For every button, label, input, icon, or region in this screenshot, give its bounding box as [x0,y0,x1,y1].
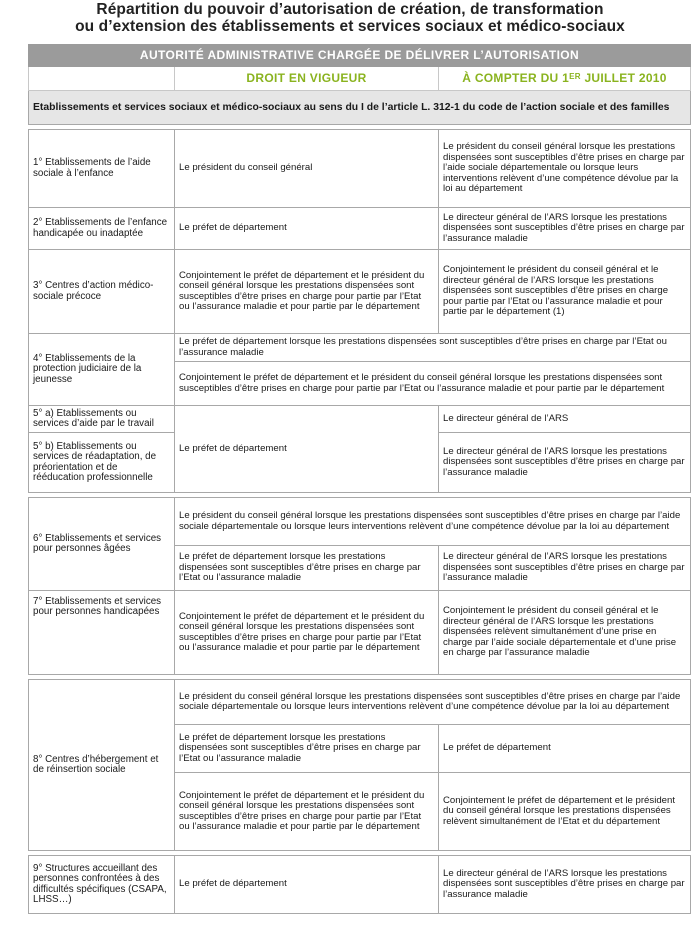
authorization-table [28,44,691,914]
future-cell-3: Conjointement le président du conseil général et le directeur général de l’ARS lorsque les prestations dispensées sont susceptibles d’être prises en charge pour partie par l’Etat ou l’assurance maladie et pour partie par le département (1) [439,250,691,334]
table-row-6a [29,498,691,546]
category-cell-5b: 5° b) Etablissements ou services de réadaptation, de préorientation et de rééducation professionnelle [29,433,175,493]
current-cell-5: Le préfet de département [175,406,439,493]
authority-header-row [29,45,691,67]
col-future-suffix: JUILLET 2010 [580,71,667,86]
merged-cell-6: Le président du conseil général lorsque les prestations dispensées sont susceptibles d’être prises en charge par l’aide sociale départementale ou lorsque leurs interventions relèvent d’une compétence dévolue par la loi au département [175,498,691,546]
title-line-2: ou d’extension des établissements et services sociaux et médico-sociaux [75,18,625,35]
category-cell-2: 2° Etablissements de l’enfance handicapée ou inadaptée [29,208,175,250]
current-cell-8a: Le préfet de département lorsque les prestations dispensées sont susceptibles d’être prises en charge par l’Etat ou l’assurance maladie [175,725,439,773]
table-row-4a [29,334,691,362]
table-row-7 [29,591,691,675]
current-cell-8b: Conjointement le préfet de département et le président du conseil général lorsque les prestations dispensées sont susceptibles d’être prises en charge pour partie par l’Etat ou l’assurance maladie et pour partie par le département [175,773,439,851]
title-line-1: Répartition du pouvoir d’autorisation de création, de transformation [96,1,604,18]
table-row-2 [29,208,691,250]
future-cell-8b: Conjointement le préfet de département et le président du conseil général lorsque les prestations dispensées relèvent simultanément de l’Etat et du département [439,773,691,851]
merged-cell-4a: Le préfet de département lorsque les prestations dispensées sont susceptibles d’être prises en charge par l’Etat ou l’assurance maladie [175,334,691,362]
future-cell-1: Le président du conseil général lorsque les prestations dispensées sont susceptibles d’être prises en charge par l’aide sociale départementale ou lorsque leurs interventions relèvent d’une compétence dévolue par la loi au département [439,130,691,208]
table-row-1 [29,130,691,208]
section-row [29,91,691,125]
future-cell-5b: Le directeur général de l’ARS lorsque les prestations dispensées sont susceptibles d’être prises en charge par l’assurance maladie [439,433,691,493]
future-cell-9: Le directeur général de l’ARS lorsque les prestations dispensées sont susceptibles d’être prises en charge par l’assurance maladie [439,856,691,914]
category-cell-6: 6° Etablissements et services pour personnes âgées [29,498,175,591]
column-header-from-july-2010 [439,67,691,91]
col-future-superscript: ER [569,72,581,82]
merged-cell-4b: Conjointement le préfet de département et le président du conseil général lorsque les prestations dispensées sont susceptibles d’être prises en charge pour partie par l’Etat ou l’assurance maladie et pour partie par le département [175,362,691,406]
future-cell-6a: Le directeur général de l’ARS lorsque les prestations dispensées sont susceptibles d’être prises en charge par l’assurance maladie [439,546,691,591]
column-header-empty [29,67,175,91]
current-cell-7: Conjointement le préfet de département et le président du conseil général lorsque les prestations dispensées sont susceptibles d’être prises en charge pour partie par l’Etat ou l’assurance maladie et pour partie par le département [175,591,439,675]
section-title: Etablissements et services sociaux et médico-sociaux au sens du I de l’article L. 312-1 du code de l’action sociale et des familles [29,91,691,125]
future-cell-7: Conjointement le président du conseil général et le directeur général de l’ARS lorsque les prestations dispensées relèvent simultanément d’une prise en charge par l’aide sociale départementale et d’une prise en charge par l’assurance maladie [439,591,691,675]
future-cell-5a: Le directeur général de l’ARS [439,406,691,433]
column-header-row [29,67,691,91]
col-future-prefix: À COMPTER DU 1 [462,71,570,86]
current-cell-3: Conjointement le préfet de département et le président du conseil général lorsque les prestations dispensées sont susceptibles d’être prises en charge pour partie par l’Etat ou l’assurance maladie et pour partie par le département [175,250,439,334]
column-header-current-law: DROIT EN VIGUEUR [175,67,439,91]
current-cell-6a: Le préfet de département lorsque les prestations dispensées sont susceptibles d’être prises en charge par l’Etat ou l’assurance maladie [175,546,439,591]
category-cell-8: 8° Centres d’hébergement et de réinsertion sociale [29,680,175,851]
category-cell-1: 1° Etablissements de l’aide sociale à l’enfance [29,130,175,208]
category-cell-7: 7° Etablissements et services pour personnes handicapées [29,591,175,675]
current-cell-2: Le préfet de département [175,208,439,250]
current-cell-1: Le président du conseil général [175,130,439,208]
future-cell-2: Le directeur général de l’ARS lorsque les prestations dispensées sont susceptibles d’être prises en charge par l’assurance maladie [439,208,691,250]
authority-header: AUTORITÉ ADMINISTRATIVE CHARGÉE DE DÉLIVRER L’AUTORISATION [29,45,691,67]
table-row-3 [29,250,691,334]
merged-cell-8: Le président du conseil général lorsque les prestations dispensées sont susceptibles d’être prises en charge par l’aide sociale départementale ou lorsque leurs interventions relèvent d’une compétence dévolue par la loi au département [175,680,691,725]
table-row-8a [29,680,691,725]
category-cell-9: 9° Structures accueillant des personnes confrontées à des difficultés spécifiques (CSAPA, LHSS…) [29,856,175,914]
document-title [0,0,700,41]
category-cell-3: 3° Centres d’action médico-sociale précoce [29,250,175,334]
category-cell-4: 4° Etablissements de la protection judiciaire de la jeunesse [29,334,175,406]
future-cell-8a: Le préfet de département [439,725,691,773]
table-row-5a [29,406,691,433]
current-cell-9: Le préfet de département [175,856,439,914]
table-row-9 [29,856,691,914]
category-cell-5a: 5° a) Etablissements ou services d’aide par le travail [29,406,175,433]
